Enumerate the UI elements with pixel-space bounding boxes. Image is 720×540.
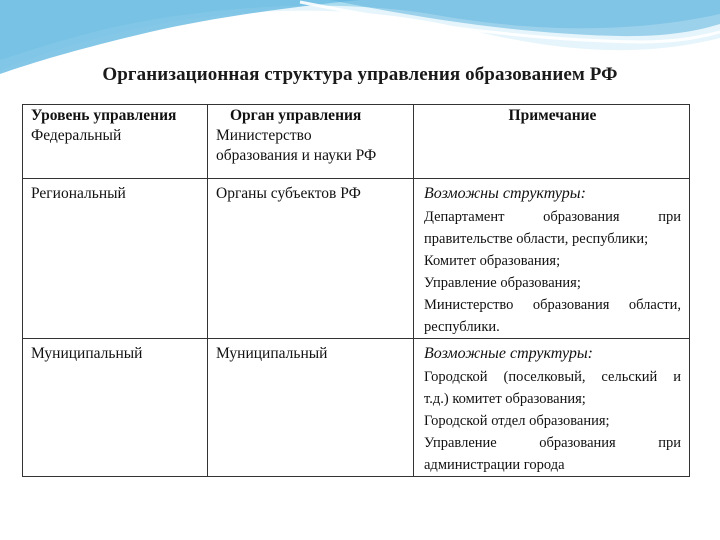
table-row — [23, 339, 690, 477]
body-line: Муниципальный — [216, 345, 328, 362]
note-line: Департамент образования при — [424, 209, 681, 225]
table-row — [23, 105, 690, 179]
level-label: Муниципальный — [31, 345, 143, 362]
note-line: Комитет образования; — [424, 253, 561, 269]
note-line: Городской отдел образования; — [424, 413, 610, 429]
body-line: образования и науки РФ — [216, 147, 377, 164]
body-line: Министерство — [216, 127, 312, 144]
level-label: Региональный — [31, 185, 126, 202]
note-line: Управление образования; — [424, 275, 581, 291]
note-line: республики. — [424, 319, 500, 335]
note-title: Возможные структуры: — [424, 345, 594, 362]
header-level: Уровень управления — [31, 107, 177, 124]
page-title: Организационная структура управления образованием РФ — [102, 64, 618, 85]
table-cell-level — [23, 339, 208, 477]
note-line: т.д.) комитет образования; — [424, 391, 586, 407]
table-cell-body — [208, 179, 414, 339]
note-line: Министерство образования области, — [424, 297, 681, 313]
table-cell-note — [414, 179, 690, 339]
note-line: Городской (поселковый, сельский и — [424, 369, 681, 385]
level-label: Федеральный — [31, 127, 122, 144]
note-title: Возможны структуры: — [424, 185, 586, 202]
note-line: правительстве области, республики; — [424, 231, 649, 247]
table-row — [23, 179, 690, 339]
table-cell-note — [414, 105, 690, 179]
table-cell-level — [23, 179, 208, 339]
table-cell-note — [414, 339, 690, 477]
note-line: Управление образования при — [424, 435, 681, 451]
header-body: Орган управления — [230, 107, 362, 124]
note-line: администрации города — [424, 457, 565, 473]
structure-table — [22, 104, 690, 477]
table-cell-body — [208, 105, 414, 179]
table-cell-level — [23, 105, 208, 179]
table-cell-body — [208, 339, 414, 477]
header-note: Примечание — [508, 107, 597, 124]
body-line: Органы субъектов РФ — [216, 185, 361, 202]
